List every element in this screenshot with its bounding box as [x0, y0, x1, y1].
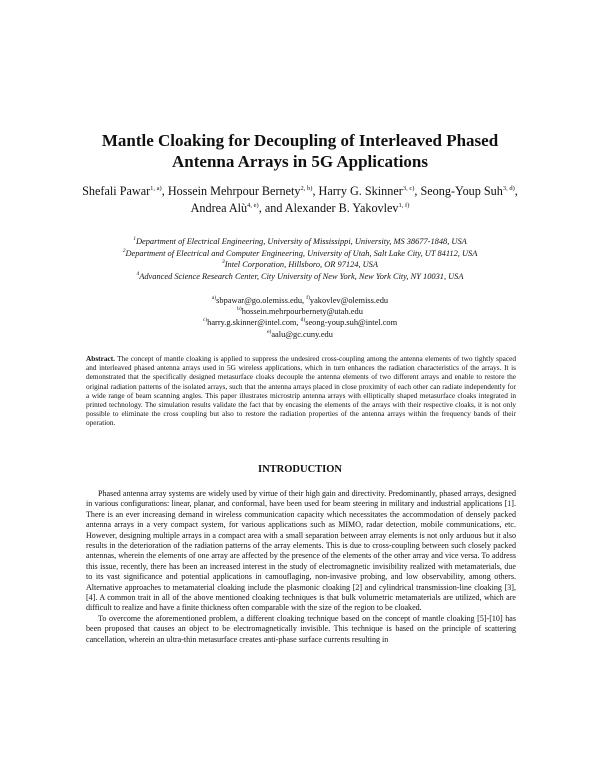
affiliation-text: Intel Corporation, Hillsboro, OR 97124, USA: [224, 260, 378, 269]
email-link[interactable]: harry.g.skinner@intel.com,: [207, 318, 301, 328]
email-link[interactable]: sbpawar@go.olemiss.edu,: [216, 296, 307, 305]
section-heading: INTRODUCTION: [257, 464, 342, 475]
author-name: Andrea Alù: [190, 201, 248, 215]
email-marker: e): [267, 328, 272, 335]
email-marker: f): [306, 295, 310, 302]
author-separator: , and: [258, 201, 285, 215]
email-marker: c): [202, 317, 208, 324]
title-line-1: Mantle Cloaking for Decoupling of Interleaved Phased: [101, 131, 499, 150]
abstract-text: The concept of mantle cloaking is applied to suppress the undesired cross-coupling among the antenna elements of two tightly spaced and interleaved phased antenna arrays used in 5G wireless applications, which in turn enhances the radiation characteristics of the arrays. It is demonstrated that the specifically designed metasurface cloaks decouple the antenna elements of two different arrays and enable to restore the original radiation patterns of the isolated arrays, such that the antenna arrays placed in close proximity of each other can radiate independently for a wide range of beam scanning angles. This paper illustrates microstrip antenna arrays with elliptically shaped metasurface cloaks integrated in printed technology. The simulation results validate the fact that by encasing the elements of the arrays with their respective cloaks, it is not only possible to eliminate the cross coupling but also to restore the radiation properties of the antenna arrays within the frequency bands of their operation.: [86, 354, 516, 428]
author-name: Shefali Pawar: [82, 184, 151, 198]
author-marker: 1, a): [150, 184, 162, 192]
author-list: [78, 183, 522, 217]
affiliation-text: Department of Electrical and Computer Engineering, University of Utah, Salt Lake City, UT 84112, USA: [125, 248, 478, 258]
paper-title: [60, 130, 540, 172]
abstract: [86, 354, 516, 428]
affiliation-marker: 2: [122, 247, 126, 254]
author-marker: 3, d): [502, 184, 515, 192]
author-name: Hossein Mehrpour Bernety: [167, 184, 301, 198]
paragraph: To overcome the aforementioned problem, a different cloaking technique based on the concept of mantle cloaking [5]-[10] has been proposed that causes an object to be electromagnetically invisible. This technique is based on the principle of scattering cancellation, wherein an ultra-thin metasurface creates anti-phase surface currents resulting in: [86, 613, 516, 644]
affiliation: [70, 259, 530, 271]
email-line: [100, 306, 500, 317]
affiliation: [70, 236, 530, 248]
body-text: [86, 489, 516, 645]
email-line: [100, 295, 500, 306]
author-emails: [100, 295, 500, 340]
affiliations: [70, 236, 530, 282]
paragraph: Phased antenna array systems are widely used by virtue of their high gain and directivity. Predominantly, phased arrays, designed in various configurations: linear, planar, and conformal, have been used for beam steering in military and industrial applications [1]. There is an ever increasing demand in wireless communication capacity which necessitates the accommodation of densely packed antenna arrays in a very compact system, for various applications such as MIMO, radar detection, mobile communications, etc. However, designing multiple arrays in a compact area with a small separation between array elements is not only arduous but it also results in the deterioration of the radiation patterns of the array elements. This is due to cross-coupling between such closely packed antennas, wherein the elements of one array are affected by the presence of the elements of the other array and vice versa. To address this issue, recently, there has been an increased interest in the study of electromagnetic invisibility realized with metamaterials, due to its vast significance and potential applications in camouflaging, non-invasive probing, and low observability, among others. Alternative approaches to metamaterial cloaking include the plasmonic cloaking [2] and cylindrical transmission-line cloaking [3], [4]. A common trait in all of the above mentioned cloaking techniques is that bulk volumetric metamaterials are utilized, which are difficult to realize and have a finite thickness often comparable with the size of the region to be cloaked.: [86, 489, 516, 613]
affiliation-marker: 1: [133, 236, 136, 243]
email-marker: b): [237, 306, 242, 313]
author-name: Harry G. Skinner: [318, 184, 403, 198]
author-marker: 1, f): [398, 201, 410, 209]
affiliation: [70, 248, 530, 260]
author-separator: ,: [312, 184, 319, 198]
email-marker: a): [211, 295, 217, 302]
affiliation-marker: 3: [222, 259, 225, 266]
email-link[interactable]: aalu@gc.cuny.edu: [271, 329, 333, 339]
affiliation-text: Advanced Science Research Center, City University of New York, New York City, NY 10031, USA: [139, 271, 464, 281]
author-marker: 4, e): [247, 201, 259, 209]
affiliation-marker: 4: [136, 270, 140, 277]
abstract-label: Abstract.: [86, 354, 115, 363]
affiliation: [70, 271, 530, 283]
author-name: Alexander B. Yakovlev: [284, 201, 399, 215]
author-name: Seong-Youp Suh: [420, 184, 503, 198]
author-separator: ,: [514, 184, 518, 198]
title-line-2: Antenna Arrays in 5G Applications: [172, 152, 428, 171]
affiliation-text: Department of Electrical Engineering, University of Mississippi, University, MS 38677-1848, USA: [135, 237, 467, 246]
author-separator: ,: [414, 184, 421, 198]
author-marker: 3, c): [402, 184, 415, 192]
author-marker: 2, b): [300, 184, 313, 192]
email-line: [100, 329, 500, 340]
email-link[interactable]: seong-youp.suh@intel.com: [305, 318, 398, 328]
email-marker: d): [300, 317, 306, 324]
email-link[interactable]: yakovlev@olemiss.edu: [309, 296, 389, 305]
email-line: [100, 317, 500, 328]
author-separator: ,: [161, 184, 168, 198]
email-link[interactable]: hossein.mehrpourbernety@utah.edu: [241, 307, 363, 317]
